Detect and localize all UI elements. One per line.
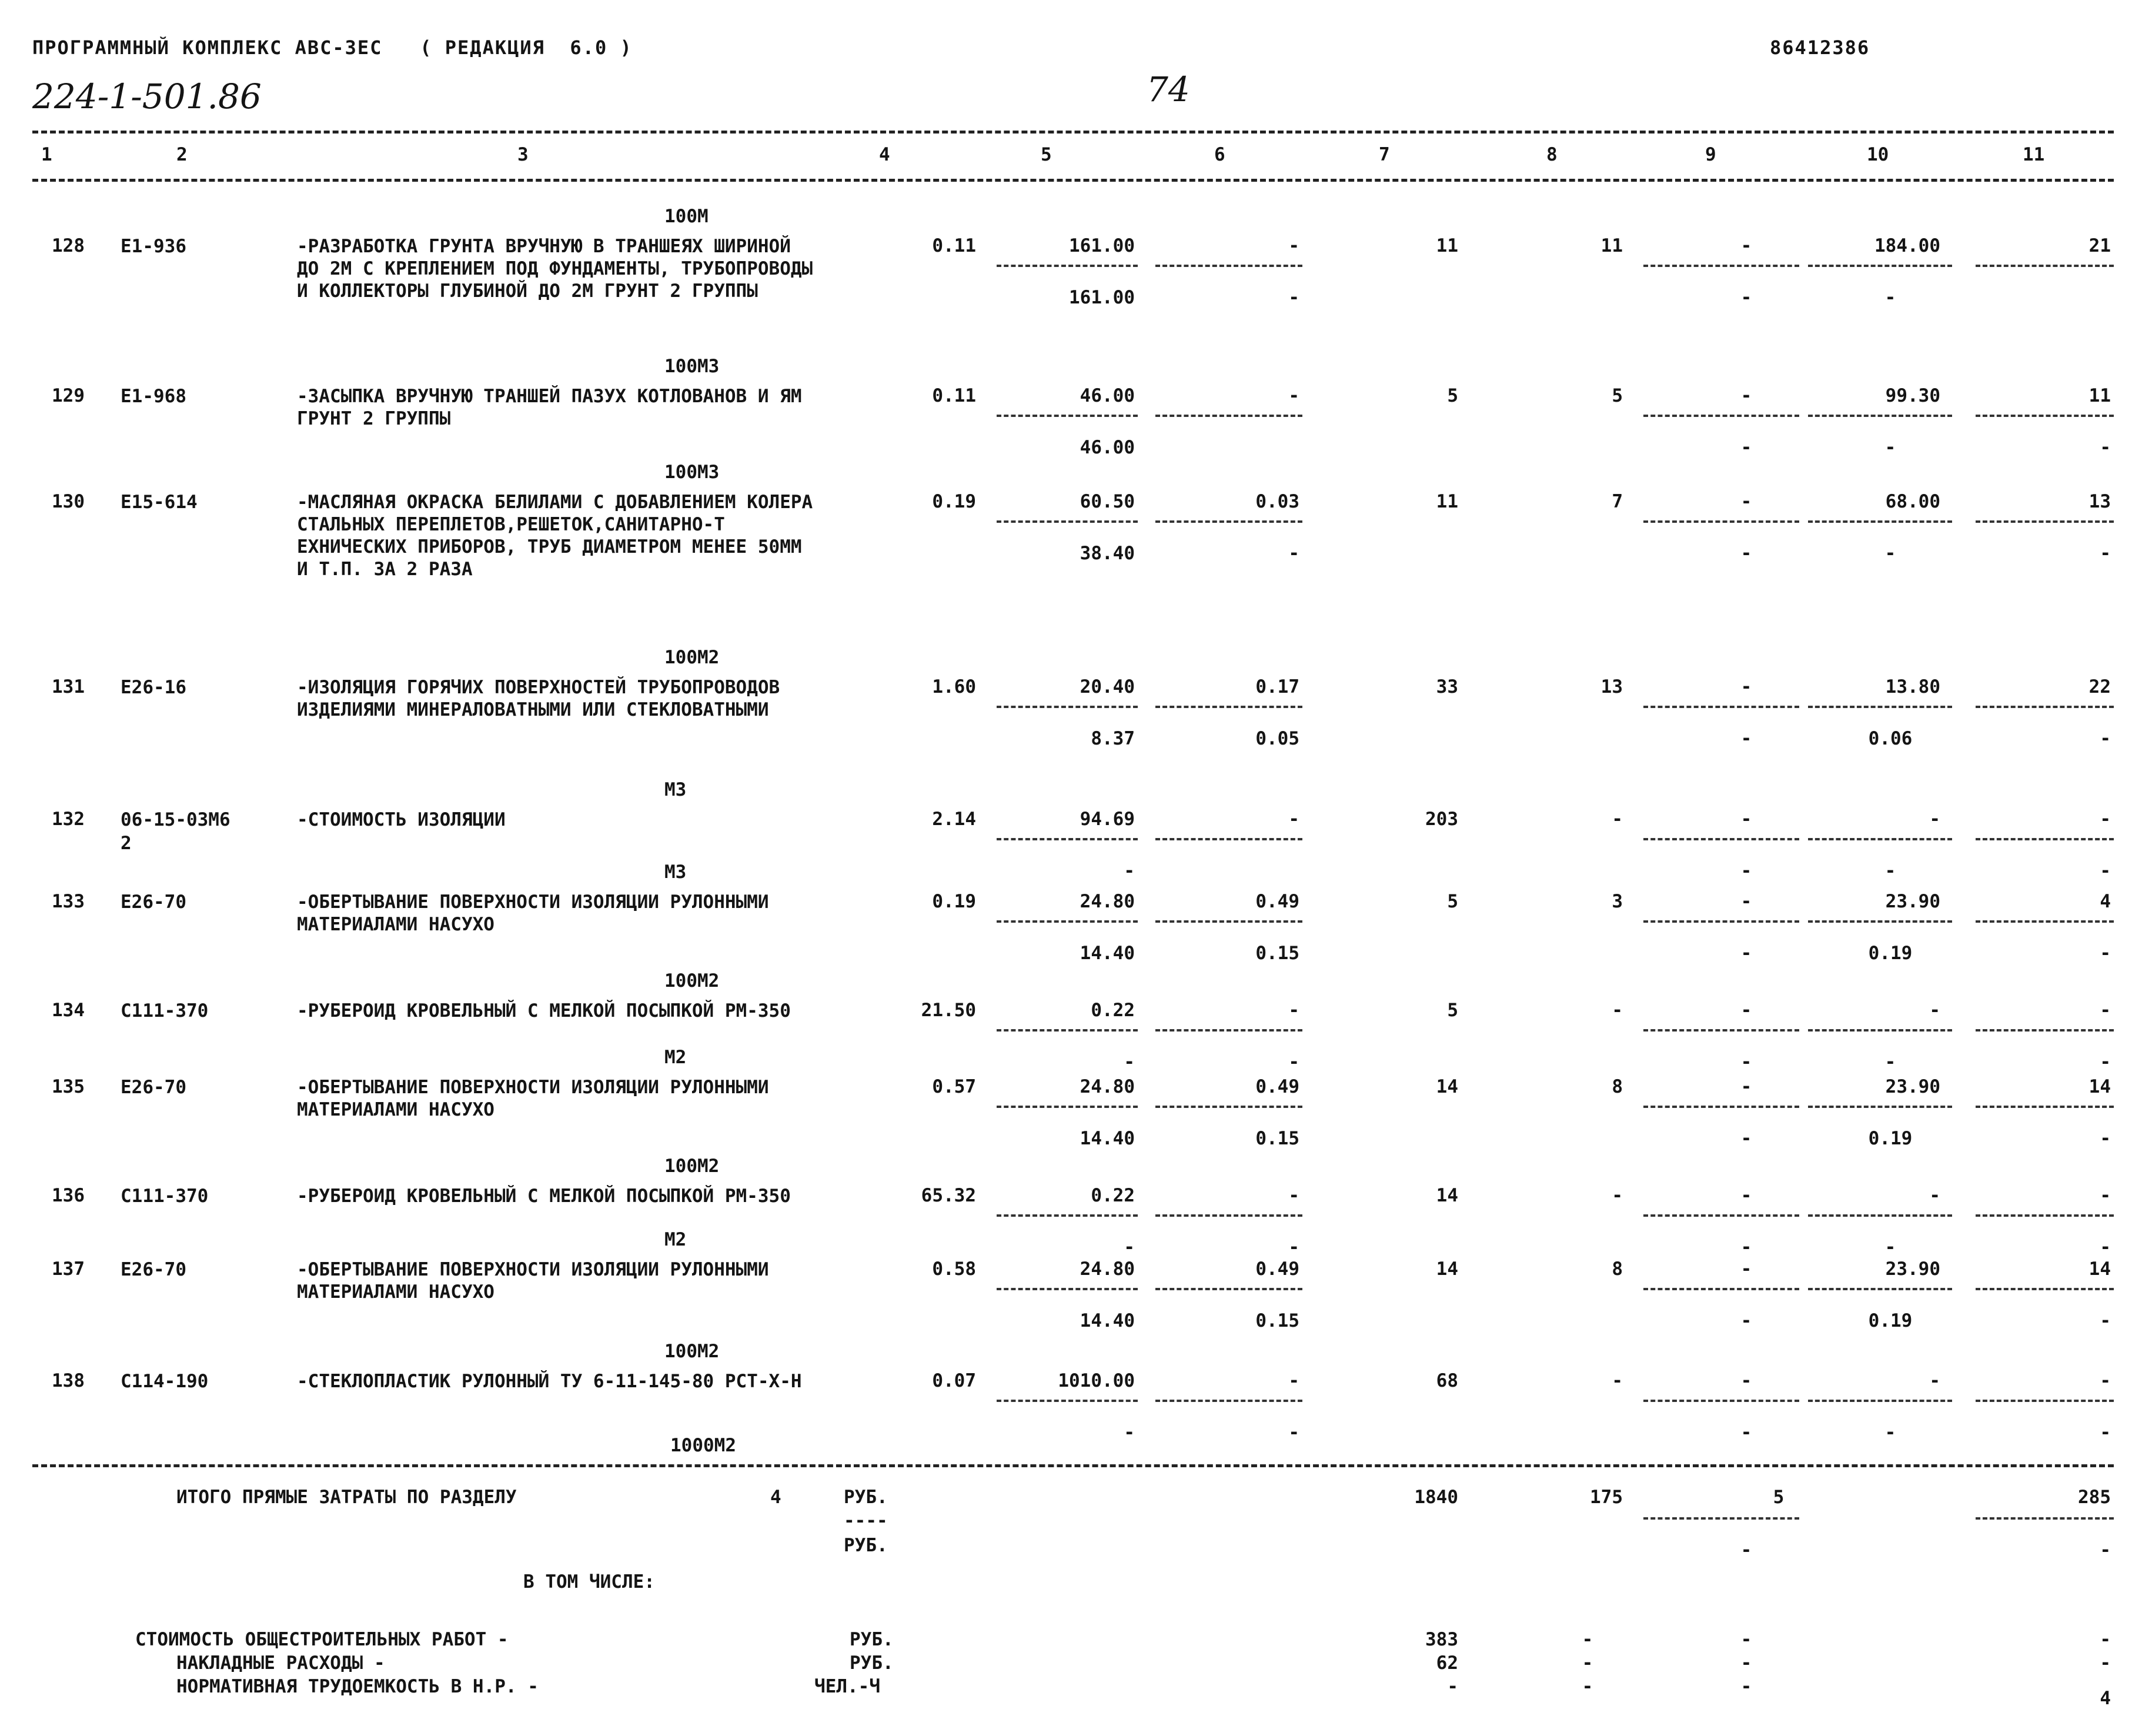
machine-cost: 0.49 (1255, 1258, 1299, 1280)
labor-unit: 23.90 (1885, 1258, 1940, 1280)
machine-wage: 0.15 (1255, 1310, 1299, 1331)
labor-unit-machine: - (1884, 860, 1896, 882)
totals-line-unit: ЧЕЛ.-Ч (814, 1676, 880, 1697)
section-number: 4 (770, 1487, 781, 1508)
row-index: 128 (52, 235, 85, 256)
row-index: 129 (52, 385, 85, 406)
machine-cost: 0.49 (1255, 891, 1299, 912)
total-machine-wage: - (1740, 1310, 1752, 1331)
work-description: -ОБЕРТЫВАНИЕ ПОВЕРХНОСТИ ИЗОЛЯЦИИ РУЛОННЫМИ МАТЕРИАЛАМИ НАСУХО (297, 1077, 769, 1120)
machine-cost: - (1288, 1370, 1299, 1391)
quantity: 1.60 (932, 676, 976, 697)
total-machine-wage: - (1740, 437, 1752, 458)
totals-line-labor: - (2100, 1652, 2111, 1674)
row-index: 138 (52, 1370, 85, 1391)
page-number: 74 (1147, 69, 1190, 109)
labor-total: 21 (2088, 235, 2111, 256)
work-description: -РАЗРАБОТКА ГРУНТА ВРУЧНУЮ В ТРАНШЕЯХ ШИРИНОЙ ДО 2М С КРЕПЛЕНИЕМ ПОД ФУНДАМЕНТЫ, ТРУБОПРОВОДЫ И КОЛЛЕКТОРЫ ГЛУБИНОЙ ДО 2М ГРУНТ 2 ГРУППЫ (297, 236, 813, 302)
cell-divider (1976, 1214, 2114, 1217)
column-number: 1 (41, 144, 52, 165)
column-number: 7 (1379, 144, 1390, 165)
quantity: 0.11 (932, 385, 976, 406)
norm-code: Е26-70 (121, 1077, 186, 1098)
cell-divider (1976, 1029, 2114, 1031)
norm-code: Е1-968 (121, 386, 186, 407)
unit-cost-wage: 14.40 (1080, 1310, 1135, 1331)
cell-divider (1808, 1106, 1952, 1108)
totals-line-cost: 62 (1436, 1652, 1458, 1674)
unit-cost-wage: 14.40 (1080, 1128, 1135, 1149)
cell-divider (997, 265, 1138, 267)
unit-cost: 46.00 (1080, 385, 1135, 406)
labor-unit: 68.00 (1885, 491, 1940, 512)
unit-cost: 24.80 (1080, 1076, 1135, 1097)
cell-divider (1155, 706, 1302, 708)
total-cost: 14 (1436, 1185, 1458, 1206)
totals-line-machine: - (1740, 1652, 1752, 1674)
total-machine: - (1740, 235, 1752, 256)
totals-line-wage: - (1582, 1676, 1593, 1697)
labor-unit-machine: 0.19 (1868, 943, 1913, 964)
cell-divider (1155, 1106, 1302, 1108)
machine-wage: 0.05 (1255, 728, 1299, 749)
total-machine-wage: - (1740, 1128, 1752, 1149)
quantity: 0.19 (932, 891, 976, 912)
total-machine: - (1740, 1185, 1752, 1206)
cell-divider (1643, 1400, 1799, 1402)
cell-divider (1643, 520, 1799, 523)
labor-total: - (2100, 1185, 2111, 1206)
labor-total-machine: - (2100, 1237, 2111, 1258)
totals-label: ИТОГО ПРЯМЫЕ ЗАТРАТЫ ПО РАЗДЕЛУ (176, 1487, 517, 1508)
total-wage: 8 (1612, 1258, 1623, 1280)
unit-label: М3 (664, 779, 687, 800)
total-wage: - (1612, 1185, 1623, 1206)
total-machine: - (1740, 676, 1752, 697)
cell-divider (997, 838, 1138, 840)
header-rule-bottom (32, 179, 2114, 182)
cell-divider (1155, 415, 1302, 417)
norm-code: С114-190 (121, 1371, 209, 1392)
cell-divider (1155, 1029, 1302, 1031)
unit-cost-wage: - (1124, 860, 1135, 882)
quantity: 0.07 (932, 1370, 976, 1391)
cell-divider (1643, 706, 1799, 708)
column-number: 4 (879, 144, 890, 165)
cell-divider (997, 920, 1138, 923)
totals-labor-machine: - (2100, 1540, 2111, 1561)
cell-divider (1643, 838, 1799, 840)
unit-cost: 20.40 (1080, 676, 1135, 697)
unit-label: 100М2 (664, 1156, 720, 1177)
cell-divider (1808, 520, 1952, 523)
labor-total-machine: - (2100, 1310, 2111, 1331)
totals-line-cost: 383 (1425, 1629, 1458, 1650)
total-wage: 13 (1600, 676, 1623, 697)
cell-divider (1155, 920, 1302, 923)
cell-divider (1808, 838, 1952, 840)
row-index: 130 (52, 491, 85, 512)
work-description: -ИЗОЛЯЦИЯ ГОРЯЧИХ ПОВЕРХНОСТЕЙ ТРУБОПРОВОДОВ ИЗДЕЛИЯМИ МИНЕРАЛОВАТНЫМИ ИЛИ СТЕКЛОВАТНЫМИ (297, 677, 780, 720)
total-cost: 68 (1436, 1370, 1458, 1391)
norm-code: Е15-614 (121, 492, 198, 513)
unit-cost: 94.69 (1080, 809, 1135, 830)
labor-unit: - (1929, 1370, 1940, 1391)
cell-divider (997, 1029, 1138, 1031)
cell-divider (1155, 1288, 1302, 1290)
quantity: 0.19 (932, 491, 976, 512)
totals-wage: 175 (1590, 1487, 1623, 1508)
machine-cost: 0.17 (1255, 676, 1299, 697)
cell-divider (1808, 265, 1952, 267)
cell-divider (1808, 706, 1952, 708)
totals-line-label: НОРМАТИВНАЯ ТРУДОЕМКОСТЬ В Н.Р. - (176, 1676, 539, 1697)
cell-divider (997, 1214, 1138, 1217)
cell-divider (1643, 920, 1799, 923)
norm-code: 06-15-03М6 (121, 809, 230, 830)
machine-wage: - (1288, 1237, 1299, 1258)
total-cost: 14 (1436, 1258, 1458, 1280)
column-number: 2 (176, 144, 188, 165)
machine-cost: 0.03 (1255, 491, 1299, 512)
labor-total: - (2100, 809, 2111, 830)
total-cost: 11 (1436, 491, 1458, 512)
cell-divider (1808, 1400, 1952, 1402)
cell-divider (997, 706, 1138, 708)
unit-cost-wage: 46.00 (1080, 437, 1135, 458)
machine-cost: 0.49 (1255, 1076, 1299, 1097)
norm-code-cont: 2 (121, 833, 132, 854)
column-number: 5 (1041, 144, 1052, 165)
norm-code: Е26-70 (121, 892, 186, 913)
total-machine: - (1740, 1258, 1752, 1280)
cell-divider (1643, 415, 1799, 417)
total-cost: 5 (1447, 891, 1458, 912)
unit-cost-wage: 161.00 (1069, 287, 1135, 308)
totals-line-wage: - (1582, 1629, 1593, 1650)
labor-unit: - (1929, 809, 1940, 830)
cell-divider (1976, 1400, 2114, 1402)
quantity: 0.58 (932, 1258, 976, 1280)
quantity: 21.50 (921, 1000, 976, 1021)
header-rule-top (32, 131, 2114, 133)
labor-unit: 23.90 (1885, 891, 1940, 912)
cell-divider (1643, 1106, 1799, 1108)
totals-unit-sep: ---- (844, 1510, 888, 1531)
labor-total: - (2100, 1000, 2111, 1021)
unit-label: М2 (664, 1229, 687, 1250)
total-machine-wage: - (1740, 287, 1752, 308)
cell-divider (1643, 1029, 1799, 1031)
labor-total-machine: - (2100, 1422, 2111, 1443)
machine-wage: 0.15 (1255, 943, 1299, 964)
total-wage: - (1612, 1370, 1623, 1391)
unit-cost-wage: - (1124, 1051, 1135, 1073)
machine-cost: - (1288, 1185, 1299, 1206)
cell-divider (1155, 838, 1302, 840)
column-number: 8 (1546, 144, 1558, 165)
cell-divider (1976, 1288, 2114, 1290)
cell-divider (1643, 1288, 1799, 1290)
row-index: 135 (52, 1076, 85, 1097)
labor-unit-machine: - (1884, 543, 1896, 564)
total-cost: 5 (1447, 1000, 1458, 1021)
unit-label: 100М2 (664, 1341, 720, 1362)
labor-unit: 23.90 (1885, 1076, 1940, 1097)
unit-cost: 161.00 (1069, 235, 1135, 256)
totals-line-unit: РУБ. (850, 1629, 894, 1650)
cell-divider (1643, 1214, 1799, 1217)
cell-divider (1976, 706, 2114, 708)
labor-total: - (2100, 1370, 2111, 1391)
unit-label: 100М2 (664, 970, 720, 991)
totals-rule (32, 1464, 2114, 1467)
unit-label: М2 (664, 1047, 687, 1068)
labor-total: 14 (2088, 1076, 2111, 1097)
unit-label: М3 (664, 862, 687, 883)
work-description: -ЗАСЫПКА ВРУЧНУЮ ТРАНШЕЙ ПАЗУХ КОТЛОВАНОВ И ЯМ ГРУНТ 2 ГРУППЫ (297, 386, 802, 429)
totals-line-wage: - (1582, 1652, 1593, 1674)
labor-total-machine: - (2100, 860, 2111, 882)
quantity: 65.32 (921, 1185, 976, 1206)
total-cost: 5 (1447, 385, 1458, 406)
unit-cost: 0.22 (1091, 1185, 1135, 1206)
labor-unit: 13.80 (1885, 676, 1940, 697)
labor-unit-machine: - (1884, 1051, 1896, 1073)
quantity: 2.14 (932, 809, 976, 830)
cell-divider (1155, 1214, 1302, 1217)
unit-label: 100М3 (664, 462, 720, 483)
total-wage: 7 (1612, 491, 1623, 512)
labor-unit-machine: 0.06 (1868, 728, 1913, 749)
labor-unit: - (1929, 1185, 1940, 1206)
total-machine: - (1740, 1076, 1752, 1097)
norm-code: Е1-936 (121, 236, 186, 257)
total-wage: - (1612, 1000, 1623, 1021)
labor-total: 14 (2088, 1258, 2111, 1280)
totals-line-cost: - (1447, 1676, 1458, 1697)
unit-cost-wage: - (1124, 1237, 1135, 1258)
work-description: -РУБЕРОИД КРОВЕЛЬНЫЙ С МЕЛКОЙ ПОСЫПКОЙ РМ-350 (297, 1186, 791, 1207)
norm-code: С111-370 (121, 1000, 209, 1021)
totals-line-label: НАКЛАДНЫЕ РАСХОДЫ - (176, 1652, 385, 1674)
total-wage: 3 (1612, 891, 1623, 912)
cell-divider (1976, 415, 2114, 417)
labor-total-machine: - (2100, 1051, 2111, 1073)
total-machine-wage: - (1740, 943, 1752, 964)
totals-line-machine: - (1740, 1629, 1752, 1650)
program-title: ПРОГРАММНЫЙ КОМПЛЕКС АВС-3ЕС ( РЕДАКЦИЯ 6.0 ) (32, 36, 633, 59)
row-index: 131 (52, 676, 85, 697)
work-description: -СТОИМОСТЬ ИЗОЛЯЦИИ (297, 809, 506, 830)
cell-divider (997, 1106, 1138, 1108)
labor-unit-machine: 0.19 (1868, 1128, 1913, 1149)
cell-divider (1155, 265, 1302, 267)
totals-cost: 1840 (1414, 1487, 1458, 1508)
labor-unit-machine: - (1884, 1237, 1896, 1258)
total-machine: - (1740, 809, 1752, 830)
cell-divider (1976, 838, 2114, 840)
labor-unit: 99.30 (1885, 385, 1940, 406)
total-machine-wage: - (1740, 1051, 1752, 1073)
total-wage: - (1612, 809, 1623, 830)
row-index: 133 (52, 891, 85, 912)
total-machine-wage: - (1740, 1422, 1752, 1443)
quantity: 0.11 (932, 235, 976, 256)
column-number: 11 (2023, 144, 2045, 165)
labor-total: 13 (2088, 491, 2111, 512)
totals-line-unit: РУБ. (850, 1652, 894, 1674)
quantity: 0.57 (932, 1076, 976, 1097)
work-description: -РУБЕРОИД КРОВЕЛЬНЫЙ С МЕЛКОЙ ПОСЫПКОЙ РМ-350 (297, 1000, 791, 1021)
unit-cost-wage: 8.37 (1091, 728, 1135, 749)
unit-label: 100М (664, 206, 709, 227)
cell-divider (997, 415, 1138, 417)
machine-wage: 0.15 (1255, 1128, 1299, 1149)
cell-divider (1808, 920, 1952, 923)
cell-divider (1976, 1517, 2114, 1520)
cell-divider (997, 1288, 1138, 1290)
labor-unit: 184.00 (1874, 235, 1940, 256)
labor-unit-machine: - (1884, 1422, 1896, 1443)
totals-line-label: СТОИМОСТЬ ОБЩЕСТРОИТЕЛЬНЫХ РАБОТ - (135, 1629, 509, 1650)
totals-machine-wage: - (1740, 1540, 1752, 1561)
cell-divider (1976, 265, 2114, 267)
total-machine-wage: - (1740, 543, 1752, 564)
column-number: 10 (1867, 144, 1889, 165)
unit-cost: 0.22 (1091, 1000, 1135, 1021)
cell-divider (1976, 1106, 2114, 1108)
cell-divider (1155, 1400, 1302, 1402)
machine-cost: - (1288, 235, 1299, 256)
machine-wage: - (1288, 1051, 1299, 1073)
total-machine-wage: - (1740, 860, 1752, 882)
total-machine: - (1740, 1370, 1752, 1391)
totals-machine: 5 (1773, 1487, 1785, 1508)
cell-divider (1976, 520, 2114, 523)
work-description: -ОБЕРТЫВАНИЕ ПОВЕРХНОСТИ ИЗОЛЯЦИИ РУЛОННЫМИ МАТЕРИАЛАМИ НАСУХО (297, 892, 769, 935)
labor-total-machine: - (2100, 1128, 2111, 1149)
work-description: -МАСЛЯНАЯ ОКРАСКА БЕЛИЛАМИ С ДОБАВЛЕНИЕМ КОЛЕРА СТАЛЬНЫХ ПЕРЕПЛЕТОВ,РЕШЕТОК,САНИТАРНО-Т ЕХНИЧЕСКИХ ПРИБОРОВ, ТРУБ ДИАМЕТРОМ МЕНЕЕ 50ММ И Т.П. ЗА 2 РАЗА (297, 492, 813, 580)
labor-unit-machine: 0.19 (1868, 1310, 1913, 1331)
labor-unit-machine: - (1884, 287, 1896, 308)
cell-divider (1643, 265, 1799, 267)
cell-divider (997, 520, 1138, 523)
cell-divider (1808, 1288, 1952, 1290)
unit-label: 1000М2 (670, 1435, 736, 1456)
unit-cost-wage: - (1124, 1422, 1135, 1443)
labor-unit: - (1929, 1000, 1940, 1021)
cell-divider (1155, 520, 1302, 523)
unit-cost: 1010.00 (1058, 1370, 1135, 1391)
cell-divider (1808, 1214, 1952, 1217)
totals-unit: РУБ. (844, 1487, 888, 1508)
total-cost: 33 (1436, 676, 1458, 697)
including-label: В ТОМ ЧИСЛЕ: (523, 1571, 655, 1593)
total-cost: 11 (1436, 235, 1458, 256)
labor-unit-machine: - (1884, 437, 1896, 458)
totals-line-labor: - (2100, 1629, 2111, 1650)
norm-code: Е26-70 (121, 1259, 186, 1280)
unit-cost: 24.80 (1080, 891, 1135, 912)
totals-line-labor: 4 (2100, 1688, 2111, 1709)
row-index: 132 (52, 809, 85, 830)
totals-line-machine: - (1740, 1676, 1752, 1697)
labor-total: 22 (2088, 676, 2111, 697)
total-cost: 203 (1425, 809, 1458, 830)
unit-label: 100М3 (664, 356, 720, 377)
total-machine: - (1740, 891, 1752, 912)
machine-wage: - (1288, 287, 1299, 308)
machine-cost: - (1288, 809, 1299, 830)
doc-code: 224-1-501.86 (32, 76, 262, 116)
machine-cost: - (1288, 385, 1299, 406)
unit-label: 100М2 (664, 647, 720, 668)
machine-cost: - (1288, 1000, 1299, 1021)
norm-code: С111-370 (121, 1186, 209, 1207)
labor-total: 11 (2088, 385, 2111, 406)
column-number: 9 (1705, 144, 1716, 165)
row-index: 134 (52, 1000, 85, 1021)
machine-wage: - (1288, 543, 1299, 564)
total-machine-wage: - (1740, 728, 1752, 749)
cell-divider (1808, 1029, 1952, 1031)
machine-wage: - (1288, 1422, 1299, 1443)
labor-total-machine: - (2100, 437, 2111, 458)
totals-unit-2: РУБ. (844, 1535, 888, 1556)
column-number: 3 (517, 144, 529, 165)
labor-total-machine: - (2100, 728, 2111, 749)
norm-code: Е26-16 (121, 677, 186, 698)
total-cost: 14 (1436, 1076, 1458, 1097)
total-wage: 8 (1612, 1076, 1623, 1097)
unit-cost: 24.80 (1080, 1258, 1135, 1280)
unit-cost-wage: 38.40 (1080, 543, 1135, 564)
work-description: -СТЕКЛОПЛАСТИК РУЛОННЫЙ ТУ 6-11-145-80 РСТ-Х-Н (297, 1371, 802, 1392)
total-machine-wage: - (1740, 1237, 1752, 1258)
row-index: 136 (52, 1185, 85, 1206)
serial-number: 86412386 (1770, 36, 1870, 59)
unit-cost: 60.50 (1080, 491, 1135, 512)
total-wage: 11 (1600, 235, 1623, 256)
total-machine: - (1740, 1000, 1752, 1021)
cell-divider (1808, 415, 1952, 417)
labor-total-machine: - (2100, 943, 2111, 964)
cell-divider (1976, 920, 2114, 923)
total-machine: - (1740, 491, 1752, 512)
row-index: 137 (52, 1258, 85, 1280)
cell-divider (997, 1400, 1138, 1402)
totals-labor: 285 (2078, 1487, 2111, 1508)
work-description: -ОБЕРТЫВАНИЕ ПОВЕРХНОСТИ ИЗОЛЯЦИИ РУЛОННЫМИ МАТЕРИАЛАМИ НАСУХО (297, 1259, 769, 1303)
column-number: 6 (1214, 144, 1225, 165)
total-wage: 5 (1612, 385, 1623, 406)
cell-divider (1643, 1517, 1799, 1520)
unit-cost-wage: 14.40 (1080, 943, 1135, 964)
labor-total: 4 (2100, 891, 2111, 912)
total-machine: - (1740, 385, 1752, 406)
labor-total-machine: - (2100, 543, 2111, 564)
